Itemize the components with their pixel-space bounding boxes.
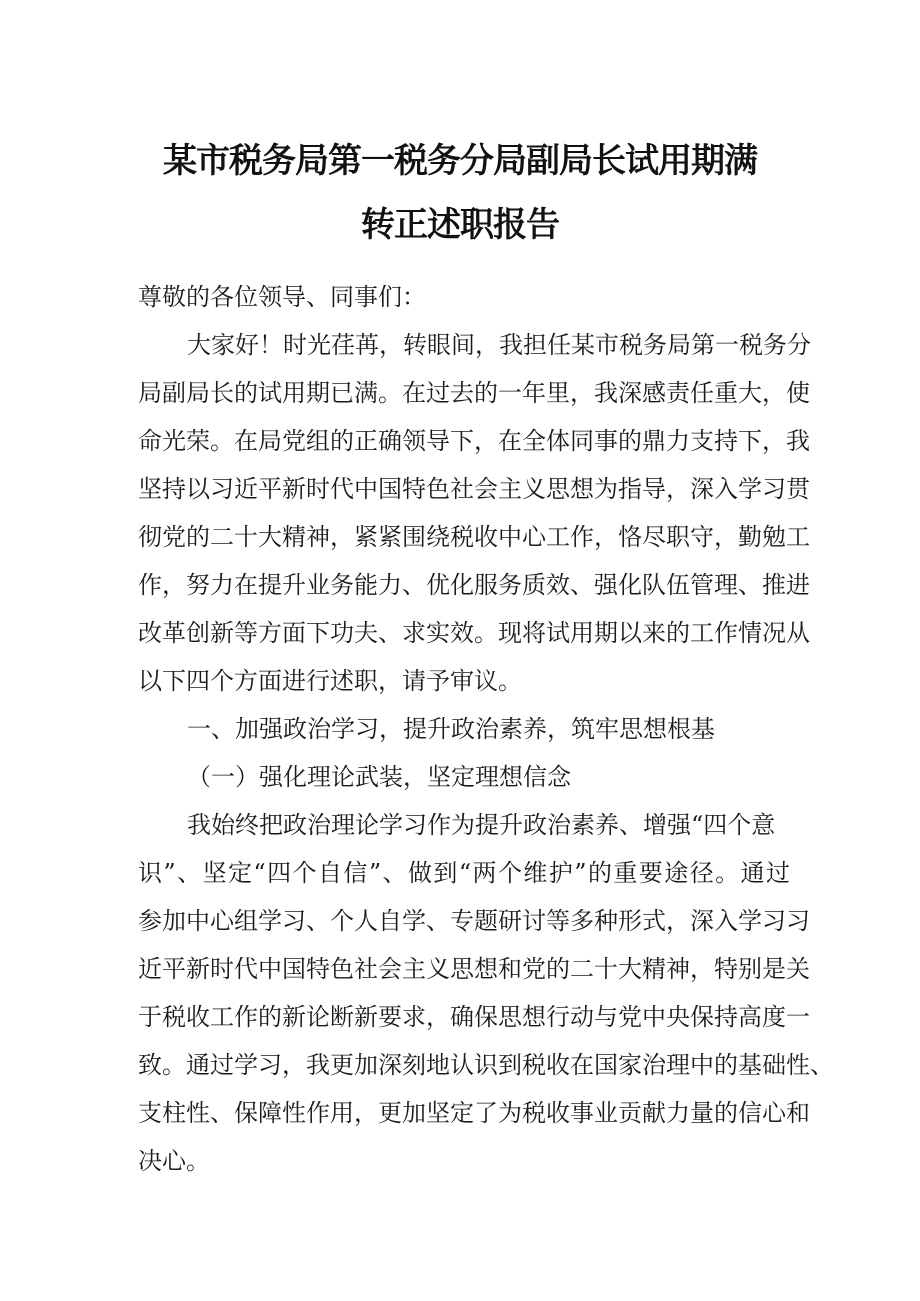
document-title-line-1: 某市税务局第一税务分局副局长试用期满	[163, 141, 757, 181]
section-paragraph-line: 近平新时代中国特色社会主义思想和党的二十大精神，特别是关	[138, 955, 810, 983]
section-paragraph-line: 致。通过学习，我更加深刻地认识到税收在国家治理中的基础性、	[138, 1051, 834, 1079]
intro-paragraph-line: 改革创新等方面下功夫、求实效。现将试用期以来的工作情况从	[138, 619, 810, 647]
intro-paragraph-line: 作，努力在提升业务能力、优化服务质效、强化队伍管理、推进	[138, 571, 810, 599]
section-paragraph-line: 支柱性、保障性作用，更加坚定了为税收事业贡献力量的信心和	[138, 1099, 810, 1127]
section-paragraph-line: 决心。	[138, 1147, 210, 1175]
intro-paragraph-line: 彻党的二十大精神，紧紧围绕税收中心工作，恪尽职守，勤勉工	[138, 523, 810, 551]
section-heading: 一、加强政治学习，提升政治素养，筑牢思想根基	[187, 715, 715, 743]
intro-paragraph-line: 以下四个方面进行述职，请予审议。	[138, 667, 522, 695]
document-title-line-2: 转正述职报告	[361, 205, 559, 245]
section-paragraph-line: 于税收工作的新论断新要求，确保思想行动与党中央保持高度一	[138, 1003, 810, 1031]
intro-paragraph-line: 局副局长的试用期已满。在过去的一年里，我深感责任重大，使	[138, 379, 810, 407]
salutation: 尊敬的各位领导、同事们：	[138, 283, 426, 311]
section-paragraph-line: 我始终把政治理论学习作为提升政治素养、增强“四个意	[187, 811, 776, 839]
section-paragraph-line: 识”、坚定“四个自信”、做到“两个维护”的重要途径。通过	[138, 859, 790, 887]
intro-paragraph-line: 坚持以习近平新时代中国特色社会主义思想为指导，深入学习贯	[138, 475, 810, 503]
intro-paragraph-line: 大家好！时光荏苒，转眼间，我担任某市税务局第一税务分	[187, 331, 811, 359]
intro-paragraph-line: 命光荣。在局党组的正确领导下，在全体同事的鼎力支持下，我	[138, 427, 810, 455]
subsection-heading: （一）强化理论武装，坚定理想信念	[187, 763, 571, 791]
section-paragraph-line: 参加中心组学习、个人自学、专题研讨等多种形式，深入学习习	[138, 907, 810, 935]
